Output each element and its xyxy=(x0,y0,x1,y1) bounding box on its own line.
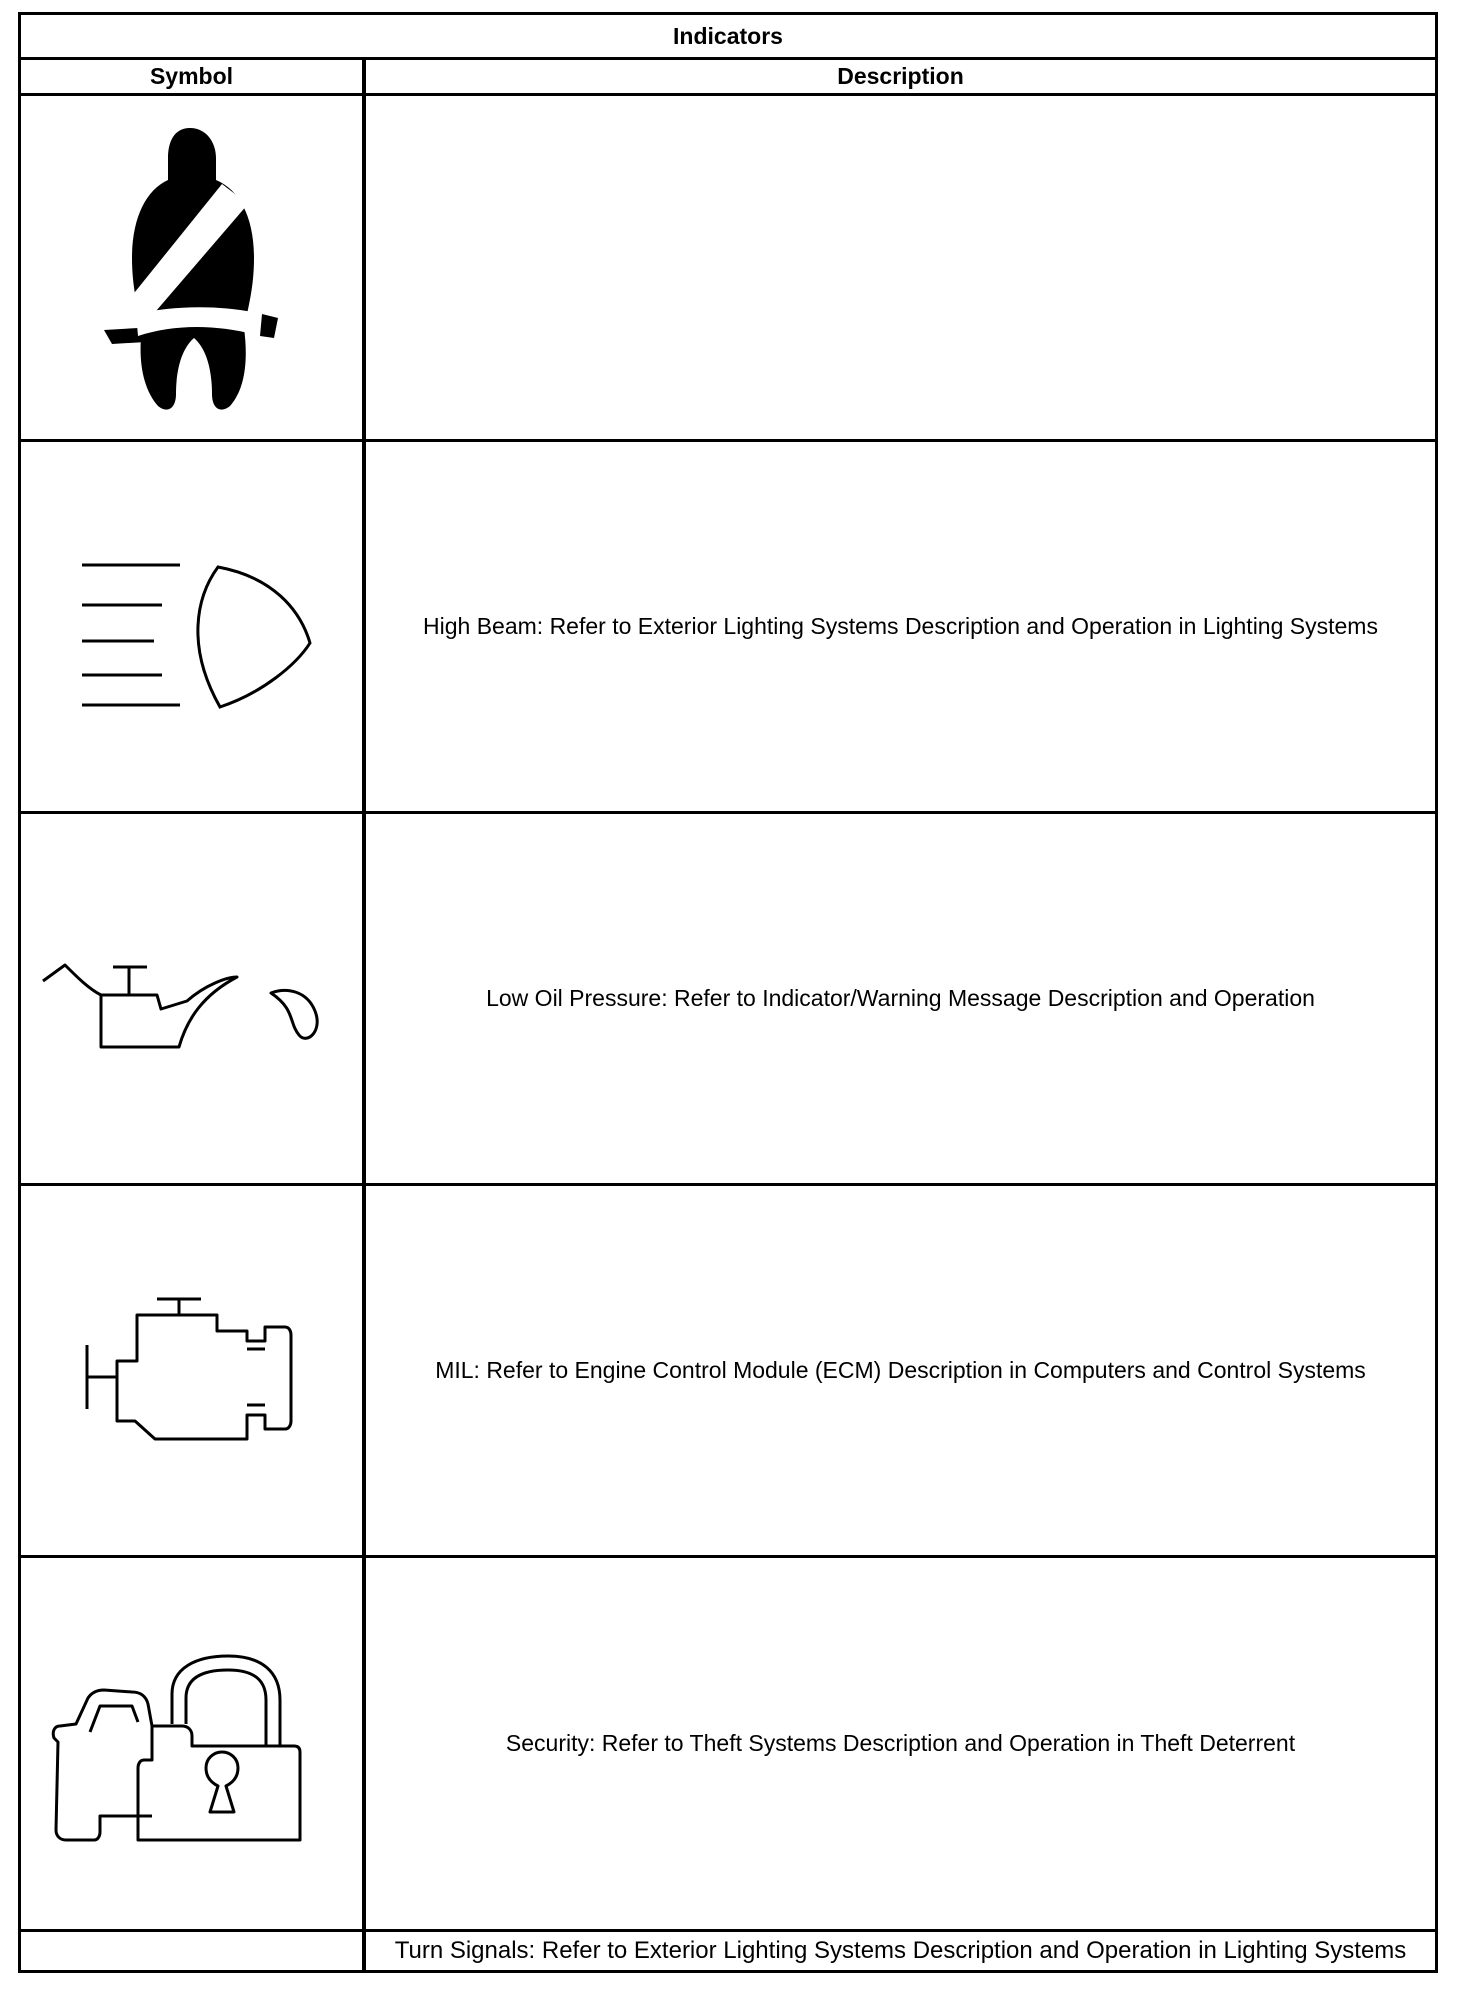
engine-icon xyxy=(77,1291,307,1451)
security-car-lock-icon xyxy=(42,1634,342,1854)
oil-can-icon xyxy=(37,939,347,1059)
description-cell: MIL: Refer to Engine Control Module (ECM) Description in Computers and Control Systems xyxy=(435,1357,1366,1383)
table-row xyxy=(21,96,1435,442)
table-row xyxy=(21,1186,1435,1558)
indicators-table xyxy=(18,12,1438,1973)
description-cell xyxy=(366,96,1435,439)
seatbelt-icon xyxy=(102,118,282,418)
symbol-cell xyxy=(21,1186,366,1555)
column-header-symbol: Symbol xyxy=(21,60,366,93)
table-title: Indicators xyxy=(21,15,1435,60)
symbol-cell xyxy=(21,442,366,811)
table-row xyxy=(21,1932,1435,1970)
description-cell: Low Oil Pressure: Refer to Indicator/Warning Message Description and Operation xyxy=(486,985,1315,1011)
symbol-cell xyxy=(21,814,366,1183)
symbol-cell xyxy=(21,1932,366,1970)
table-row xyxy=(21,814,1435,1186)
column-header-description: Description xyxy=(837,63,964,89)
high-beam-icon xyxy=(62,537,322,717)
symbol-cell xyxy=(21,96,366,439)
table-header-row xyxy=(21,60,1435,96)
description-cell: High Beam: Refer to Exterior Lighting Systems Description and Operation in Lighting Systems xyxy=(423,613,1378,639)
table-row xyxy=(21,1558,1435,1932)
description-cell: Turn Signals: Refer to Exterior Lighting Systems Description and Operation in Lighting Systems xyxy=(394,1937,1407,1964)
symbol-cell xyxy=(21,1558,366,1929)
table-row xyxy=(21,442,1435,814)
description-cell: Security: Refer to Theft Systems Description and Operation in Theft Deterrent xyxy=(505,1730,1296,1756)
